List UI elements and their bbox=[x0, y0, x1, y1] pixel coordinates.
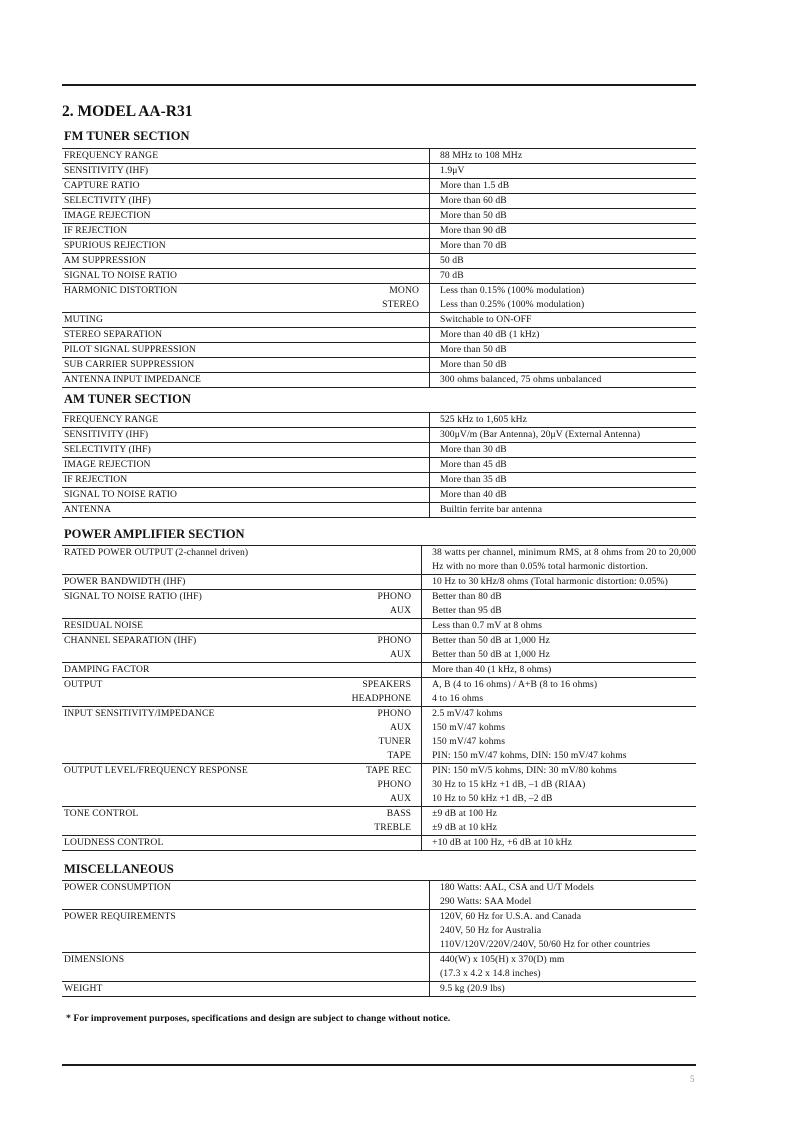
spec-label: SELECTIVITY (IHF) bbox=[62, 443, 364, 458]
spec-sublabel bbox=[352, 836, 422, 851]
spec-value: Switchable to ON-OFF bbox=[430, 313, 697, 328]
spec-table-miscellaneous bbox=[62, 880, 696, 997]
spec-label bbox=[62, 938, 364, 953]
spec-value: Less than 0.25% (100% modulation) bbox=[430, 298, 697, 313]
spec-label: PILOT SIGNAL SUPPRESSION bbox=[62, 343, 364, 358]
spec-value: 10 Hz to 30 kHz/8 ohms (Total harmonic distortion: 0.05%) bbox=[422, 575, 696, 590]
spec-sublabel bbox=[352, 560, 422, 575]
spec-row bbox=[62, 488, 696, 503]
spec-label bbox=[62, 298, 364, 313]
spec-value: More than 60 dB bbox=[430, 194, 697, 209]
spec-value: 525 kHz to 1,605 kHz bbox=[430, 413, 697, 428]
spec-row bbox=[62, 546, 696, 561]
spec-row bbox=[62, 836, 696, 851]
spec-sublabel bbox=[364, 164, 430, 179]
spec-label bbox=[62, 604, 352, 619]
spec-sublabel bbox=[364, 967, 430, 982]
page-number: 5 bbox=[690, 1074, 695, 1084]
spec-value: 150 mV/47 kohms bbox=[422, 735, 696, 749]
spec-value: 2.5 mV/47 kohms bbox=[422, 707, 696, 722]
spec-row bbox=[62, 254, 696, 269]
spec-sublabel: AUX bbox=[390, 722, 412, 733]
spec-row bbox=[62, 503, 696, 518]
spec-sublabel bbox=[364, 239, 430, 254]
spec-sublabel bbox=[364, 224, 430, 239]
spec-label: RATED POWER OUTPUT (2-channel driven) bbox=[64, 547, 249, 558]
spec-row bbox=[62, 881, 696, 896]
spec-label: MUTING bbox=[62, 313, 364, 328]
spec-row bbox=[62, 458, 696, 473]
spec-row bbox=[62, 209, 696, 224]
spec-sublabel bbox=[364, 458, 430, 473]
spec-value: 1.9μV bbox=[430, 164, 697, 179]
spec-row bbox=[62, 619, 696, 634]
spec-sublabel bbox=[352, 663, 422, 678]
top-rule bbox=[62, 84, 696, 86]
spec-label bbox=[62, 648, 352, 663]
spec-label bbox=[62, 560, 352, 575]
spec-label bbox=[62, 895, 364, 910]
spec-label: OUTPUT bbox=[64, 679, 103, 690]
spec-sublabel bbox=[364, 313, 430, 328]
spec-label bbox=[62, 692, 352, 707]
spec-label: RESIDUAL NOISE bbox=[62, 619, 352, 634]
spec-value: 4 to 16 ohms bbox=[422, 692, 696, 707]
spec-sublabel: HEADPHONE bbox=[352, 692, 422, 707]
spec-row bbox=[62, 938, 696, 953]
spec-value: More than 30 dB bbox=[430, 443, 697, 458]
spec-sublabel bbox=[364, 503, 430, 518]
spec-value: 180 Watts: AAL, CSA and U/T Models bbox=[430, 881, 697, 896]
spec-value: A, B (4 to 16 ohms) / A+B (8 to 16 ohms) bbox=[422, 678, 696, 693]
spec-value: More than 45 dB bbox=[430, 458, 697, 473]
spec-row bbox=[62, 807, 696, 822]
spec-row bbox=[62, 343, 696, 358]
spec-row bbox=[62, 313, 696, 328]
spec-value: Better than 50 dB at 1,000 Hz bbox=[422, 634, 696, 649]
spec-value: (17.3 x 4.2 x 14.8 inches) bbox=[430, 967, 697, 982]
spec-value: Builtin ferrite bar antenna bbox=[430, 503, 697, 518]
spec-label: IMAGE REJECTION bbox=[62, 209, 364, 224]
spec-label: SIGNAL TO NOISE RATIO bbox=[62, 269, 364, 284]
spec-sublabel: SPEAKERS bbox=[362, 679, 412, 690]
section-heading-power-amplifier: POWER AMPLIFIER SECTION bbox=[64, 527, 245, 541]
spec-value: 440(W) x 105(H) x 370(D) mm bbox=[430, 953, 697, 968]
spec-row bbox=[62, 910, 696, 925]
spec-value: 300 ohms balanced, 75 ohms unbalanced bbox=[430, 373, 697, 388]
spec-sublabel: STEREO bbox=[364, 298, 430, 313]
spec-sublabel bbox=[352, 546, 422, 561]
spec-label: SPURIOUS REJECTION bbox=[62, 239, 364, 254]
spec-row bbox=[62, 358, 696, 373]
spec-value: More than 35 dB bbox=[430, 473, 697, 488]
spec-value: Better than 80 dB bbox=[422, 590, 696, 605]
spec-row bbox=[62, 663, 696, 678]
spec-label: INPUT SENSITIVITY/IMPEDANCE bbox=[64, 708, 215, 719]
spec-table-am-tuner bbox=[62, 412, 696, 518]
spec-sublabel bbox=[364, 910, 430, 925]
spec-label: FREQUENCY RANGE bbox=[62, 413, 364, 428]
spec-sublabel bbox=[364, 924, 430, 938]
spec-label: STEREO SEPARATION bbox=[62, 328, 364, 343]
spec-label bbox=[62, 778, 352, 792]
spec-sublabel bbox=[364, 343, 430, 358]
spec-row bbox=[62, 953, 696, 968]
spec-label: SENSITIVITY (IHF) bbox=[62, 428, 364, 443]
spec-sublabel: TAPE REC bbox=[366, 765, 412, 776]
spec-value: Better than 95 dB bbox=[422, 604, 696, 619]
spec-row bbox=[62, 239, 696, 254]
section-heading-am-tuner: AM TUNER SECTION bbox=[64, 392, 191, 406]
spec-sublabel bbox=[364, 179, 430, 194]
spec-value: Less than 0.7 mV at 8 ohms bbox=[422, 619, 696, 634]
spec-sublabel bbox=[364, 209, 430, 224]
section-heading-fm-tuner: FM TUNER SECTION bbox=[64, 129, 190, 143]
spec-label: HARMONIC DISTORTION bbox=[64, 285, 178, 296]
spec-row bbox=[62, 634, 696, 649]
spec-sublabel bbox=[364, 254, 430, 269]
spec-label bbox=[62, 924, 364, 938]
spec-value: ±9 dB at 100 Hz bbox=[422, 807, 696, 822]
spec-row bbox=[62, 721, 696, 735]
spec-label: POWER BANDWIDTH (IHF) bbox=[62, 575, 352, 590]
spec-sublabel: TUNER bbox=[378, 736, 412, 747]
section-heading-miscellaneous: MISCELLANEOUS bbox=[64, 862, 174, 876]
spec-value: More than 50 dB bbox=[430, 209, 697, 224]
spec-label bbox=[62, 721, 352, 735]
spec-label: SIGNAL TO NOISE RATIO (IHF) bbox=[64, 591, 202, 602]
spec-row bbox=[62, 284, 696, 299]
spec-sublabel: AUX bbox=[352, 604, 422, 619]
spec-sublabel bbox=[364, 938, 430, 953]
spec-sublabel bbox=[364, 881, 430, 896]
spec-label: POWER CONSUMPTION bbox=[64, 882, 171, 893]
spec-row bbox=[62, 735, 696, 749]
spec-row bbox=[62, 648, 696, 663]
spec-row bbox=[62, 179, 696, 194]
spec-value: PIN: 150 mV/5 kohms, DIN: 30 mV/80 kohms bbox=[422, 764, 696, 779]
spec-value: 30 Hz to 15 kHz +1 dB, –1 dB (RIAA) bbox=[422, 778, 696, 792]
bottom-rule bbox=[62, 1064, 696, 1066]
spec-label bbox=[62, 735, 352, 749]
spec-value: 300μV/m (Bar Antenna), 20μV (External Antenna) bbox=[430, 428, 697, 443]
spec-sublabel: PHONO bbox=[377, 635, 412, 646]
spec-label: CHANNEL SEPARATION (IHF) bbox=[64, 635, 197, 646]
spec-row bbox=[62, 443, 696, 458]
spec-label: AM SUPPRESSION bbox=[62, 254, 364, 269]
spec-label: ANTENNA INPUT IMPEDANCE bbox=[62, 373, 364, 388]
spec-row bbox=[62, 707, 696, 722]
spec-row bbox=[62, 428, 696, 443]
spec-row bbox=[62, 895, 696, 910]
spec-value: Less than 0.15% (100% modulation) bbox=[430, 284, 697, 299]
spec-value: 38 watts per channel, minimum RMS, at 8 ohms from 20 to 20,000 bbox=[422, 546, 696, 561]
spec-row bbox=[62, 967, 696, 982]
spec-value: +10 dB at 100 Hz, +6 dB at 10 kHz bbox=[422, 836, 696, 851]
spec-label: CAPTURE RATIO bbox=[62, 179, 364, 194]
spec-label bbox=[62, 749, 352, 764]
spec-label: ANTENNA bbox=[62, 503, 364, 518]
spec-value: 10 Hz to 50 kHz +1 dB, –2 dB bbox=[422, 792, 696, 807]
spec-row bbox=[62, 328, 696, 343]
spec-row bbox=[62, 164, 696, 179]
spec-label: SELECTIVITY (IHF) bbox=[62, 194, 364, 209]
spec-value: More than 90 dB bbox=[430, 224, 697, 239]
spec-value: 150 mV/47 kohms bbox=[422, 721, 696, 735]
spec-row bbox=[62, 575, 696, 590]
spec-label: POWER REQUIREMENTS bbox=[64, 911, 176, 922]
spec-sublabel: TREBLE bbox=[352, 821, 422, 836]
spec-label bbox=[62, 821, 352, 836]
spec-value: More than 1.5 dB bbox=[430, 179, 697, 194]
spec-sublabel bbox=[352, 575, 422, 590]
spec-sublabel bbox=[364, 953, 430, 968]
spec-label: OUTPUT LEVEL/FREQUENCY RESPONSE bbox=[64, 765, 248, 776]
spec-row bbox=[62, 149, 696, 164]
spec-sublabel bbox=[352, 619, 422, 634]
spec-label: DIMENSIONS bbox=[64, 954, 125, 965]
spec-row bbox=[62, 194, 696, 209]
spec-label: SUB CARRIER SUPPRESSION bbox=[62, 358, 364, 373]
spec-row bbox=[62, 413, 696, 428]
spec-sublabel: TAPE bbox=[352, 749, 422, 764]
spec-value: 120V, 60 Hz for U.S.A. and Canada bbox=[430, 910, 697, 925]
spec-sublabel bbox=[364, 328, 430, 343]
spec-table-fm-tuner bbox=[62, 148, 696, 388]
spec-sublabel bbox=[364, 428, 430, 443]
spec-value: Better than 50 dB at 1,000 Hz bbox=[422, 648, 696, 663]
spec-value: ±9 dB at 10 kHz bbox=[422, 821, 696, 836]
spec-table-power-amplifier bbox=[62, 545, 696, 851]
spec-row bbox=[62, 604, 696, 619]
spec-row bbox=[62, 792, 696, 807]
spec-sublabel bbox=[364, 982, 430, 997]
spec-label bbox=[62, 967, 364, 982]
spec-label: WEIGHT bbox=[62, 982, 364, 997]
spec-sublabel bbox=[364, 194, 430, 209]
page-title: 2. MODEL AA-R31 bbox=[62, 103, 193, 120]
spec-value: More than 40 (1 kHz, 8 ohms) bbox=[422, 663, 696, 678]
spec-sublabel bbox=[364, 443, 430, 458]
spec-label: IF REJECTION bbox=[62, 224, 364, 239]
spec-sublabel bbox=[364, 473, 430, 488]
spec-sublabel bbox=[364, 373, 430, 388]
spec-row bbox=[62, 269, 696, 284]
spec-row bbox=[62, 560, 696, 575]
spec-sublabel bbox=[364, 149, 430, 164]
spec-row bbox=[62, 298, 696, 313]
spec-row bbox=[62, 764, 696, 779]
spec-sublabel: PHONO bbox=[377, 591, 412, 602]
spec-row bbox=[62, 224, 696, 239]
spec-sublabel: BASS bbox=[386, 808, 412, 819]
spec-sublabel bbox=[364, 895, 430, 910]
spec-sublabel bbox=[364, 269, 430, 284]
spec-sublabel: PHONO bbox=[377, 708, 412, 719]
spec-row bbox=[62, 692, 696, 707]
spec-row bbox=[62, 473, 696, 488]
spec-sublabel bbox=[364, 358, 430, 373]
spec-row bbox=[62, 678, 696, 693]
footnote: * For improvement purposes, specifications and design are subject to change without notice. bbox=[66, 1013, 451, 1024]
spec-row bbox=[62, 590, 696, 605]
spec-row bbox=[62, 373, 696, 388]
spec-label: DAMPING FACTOR bbox=[62, 663, 352, 678]
spec-value: 290 Watts: SAA Model bbox=[430, 895, 697, 910]
spec-label: FREQUENCY RANGE bbox=[62, 149, 364, 164]
spec-value: 88 MHz to 108 MHz bbox=[430, 149, 697, 164]
spec-label bbox=[62, 792, 352, 807]
spec-value: 9.5 kg (20.9 lbs) bbox=[430, 982, 697, 997]
spec-label: LOUDNESS CONTROL bbox=[62, 836, 352, 851]
spec-label: SIGNAL TO NOISE RATIO bbox=[62, 488, 364, 503]
spec-value: 240V, 50 Hz for Australia bbox=[430, 924, 697, 938]
spec-label: IMAGE REJECTION bbox=[62, 458, 364, 473]
spec-row bbox=[62, 924, 696, 938]
spec-label: IF REJECTION bbox=[62, 473, 364, 488]
spec-value: More than 50 dB bbox=[430, 358, 697, 373]
spec-value: PIN: 150 mV/47 kohms, DIN: 150 mV/47 kohms bbox=[422, 749, 696, 764]
spec-value: 70 dB bbox=[430, 269, 697, 284]
spec-value: More than 50 dB bbox=[430, 343, 697, 358]
spec-sublabel: MONO bbox=[389, 285, 419, 296]
spec-row bbox=[62, 982, 696, 997]
spec-label: TONE CONTROL bbox=[64, 808, 139, 819]
spec-value: 110V/120V/220V/240V, 50/60 Hz for other countries bbox=[430, 938, 697, 953]
spec-sublabel bbox=[364, 488, 430, 503]
spec-sublabel: AUX bbox=[352, 648, 422, 663]
spec-value: More than 40 dB (1 kHz) bbox=[430, 328, 697, 343]
spec-sublabel: PHONO bbox=[377, 779, 412, 790]
spec-label: SENSITIVITY (IHF) bbox=[62, 164, 364, 179]
spec-value: More than 40 dB bbox=[430, 488, 697, 503]
spec-value: Hz with no more than 0.05% total harmonic distortion. bbox=[422, 560, 696, 575]
spec-value: 50 dB bbox=[430, 254, 697, 269]
spec-sublabel bbox=[364, 413, 430, 428]
spec-value: More than 70 dB bbox=[430, 239, 697, 254]
spec-row bbox=[62, 749, 696, 764]
spec-row bbox=[62, 778, 696, 792]
spec-row bbox=[62, 821, 696, 836]
spec-sublabel: AUX bbox=[352, 792, 422, 807]
